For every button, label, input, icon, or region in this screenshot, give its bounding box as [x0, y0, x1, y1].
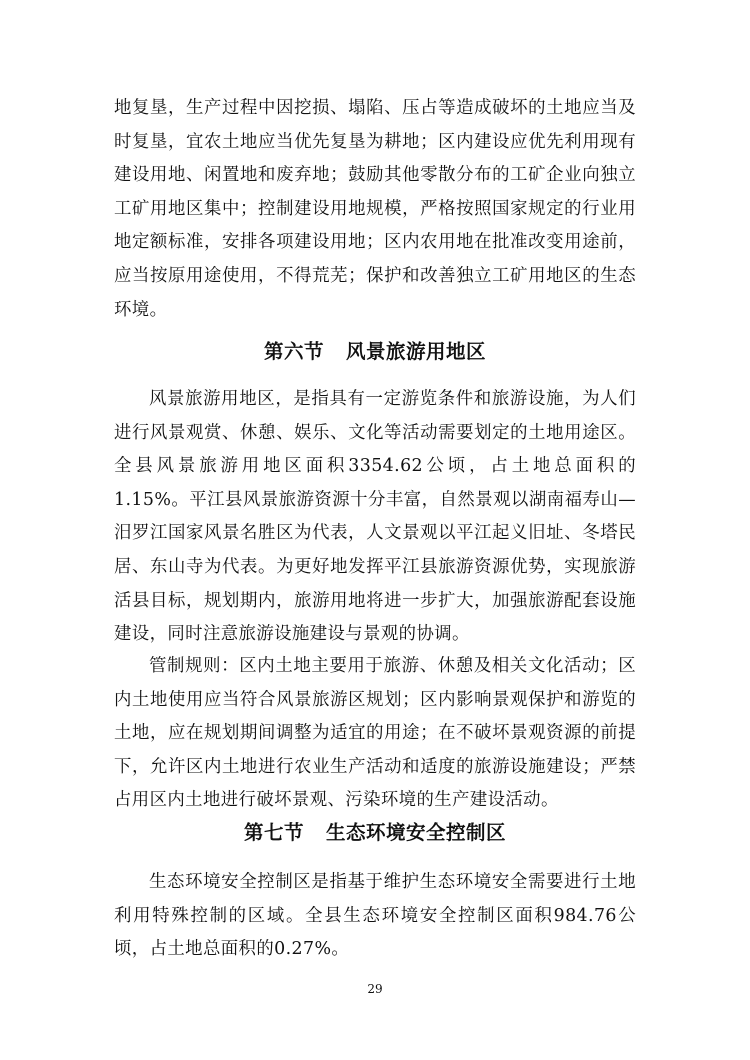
- paragraph-scenic-tourism-definition: 风景旅游用地区，是指具有一定游览条件和旅游设施，为人们进行风景观赏、休憩、娱乐、文化等活动需要划定的土地用途区。全县风景旅游用地区面积3354.62公顷，占土地总面积的1.15%。平江县风景旅游资源十分丰富，自然景观以湖南福寿山—汨罗江国家风景名胜区为代表，人文景观以平江起义旧址、冬塔民居、东山寺为代表。为更好地发挥平江县旅游资源优势，实现旅游活县目标，规划期内，旅游用地将进一步扩大，加强旅游配套设施建设，同时注意旅游设施建设与景观的协调。: [114, 389, 636, 645]
- section-title: 生态环境安全控制区: [326, 821, 507, 844]
- paragraph-industrial-land-rules: 地复垦，生产过程中因挖损、塌陷、压占等造成破坏的土地应当及时复垦，宜农土地应当优先复垦为耕地；区内建设应优先利用现有建设用地、闲置地和废弃地；鼓励其他零散分布的工矿企业向独立工矿用地区集中；控制建设用地规模，严格按照国家规定的行业用地定额标准，安排各项建设用地；区内农用地在批准改变用途前，应当按原用途使用，不得荒芜；保护和改善独立工矿用地区的生态环境。: [114, 98, 636, 320]
- section-title: 风景旅游用地区: [346, 340, 487, 363]
- section-number: 第七节: [243, 821, 304, 844]
- section-heading-6: [0, 337, 750, 367]
- page-number: 29: [367, 982, 383, 996]
- section-heading-7: [0, 818, 750, 848]
- section-number: 第六节: [263, 340, 324, 363]
- paragraph-ecological-control-definition: 生态环境安全控制区是指基于维护生态环境安全需要进行土地利用特殊控制的区域。全县生态环境安全控制区面积984.76公顷，占土地总面积的0.27%。: [114, 872, 636, 960]
- paragraph-scenic-tourism-rules: 管制规则：区内土地主要用于旅游、休憩及相关文化活动；区内土地使用应当符合风景旅游区规划；区内影响景观保护和游览的土地，应在规划期间调整为适宜的用途；在不破坏景观资源的前提下，允许区内土地进行农业生产活动和适度的旅游设施建设；严禁占用区内土地进行破坏景观、污染环境的生产建设活动。: [114, 656, 636, 811]
